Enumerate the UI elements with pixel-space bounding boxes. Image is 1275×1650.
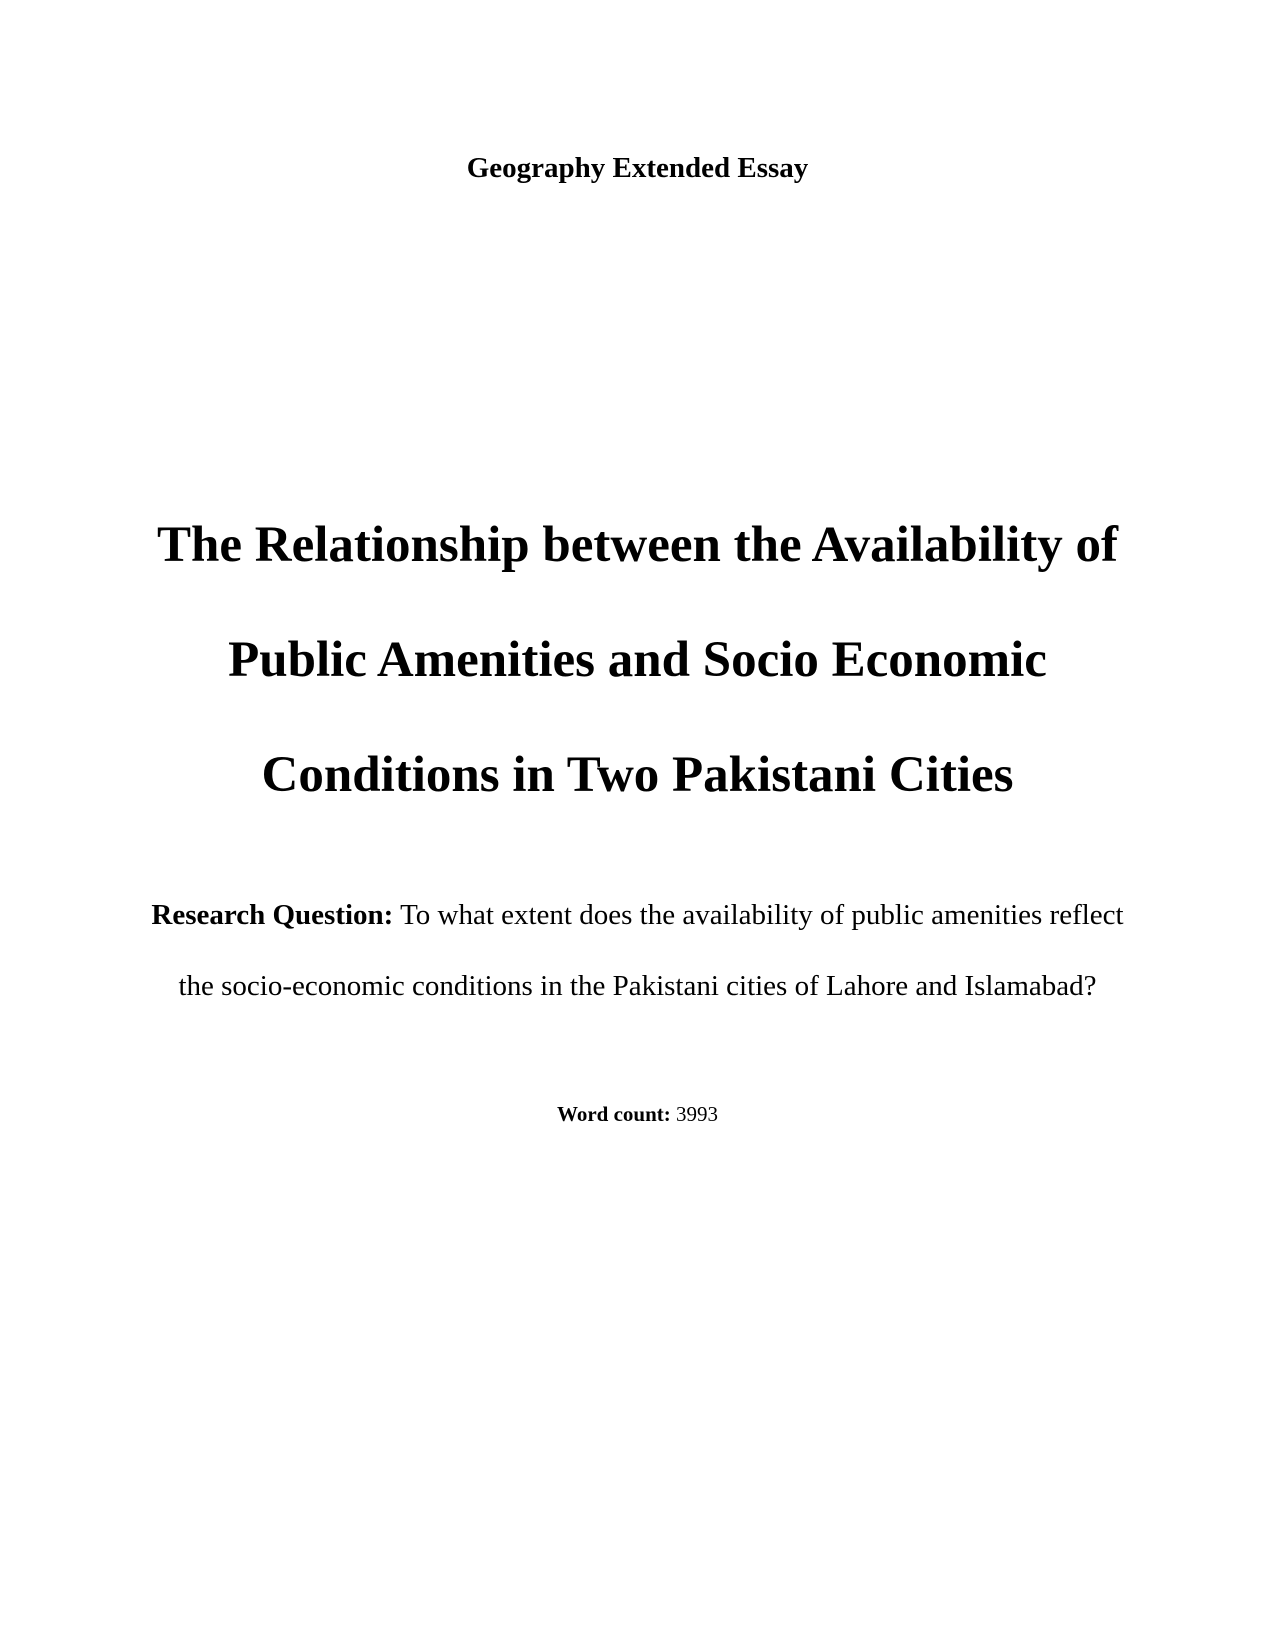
research-question	[150, 880, 1125, 1022]
research-question-label: Research Question:	[151, 899, 394, 931]
essay-subject: Geography Extended Essay	[466, 152, 809, 184]
word-count	[0, 1102, 1275, 1127]
word-count-value: 3993	[676, 1102, 718, 1126]
essay-title: The Relationship between the Availability of Public Amenities and Socio Economic Conditions in Two Pakistani Cities	[156, 517, 1118, 803]
research-question-text: To what extent does the availability of public amenities reflect the socio-economic conditions in the Pakistani cities of Lahore and Islamabad?	[178, 899, 1124, 1002]
word-count-label: Word count:	[556, 1102, 671, 1126]
